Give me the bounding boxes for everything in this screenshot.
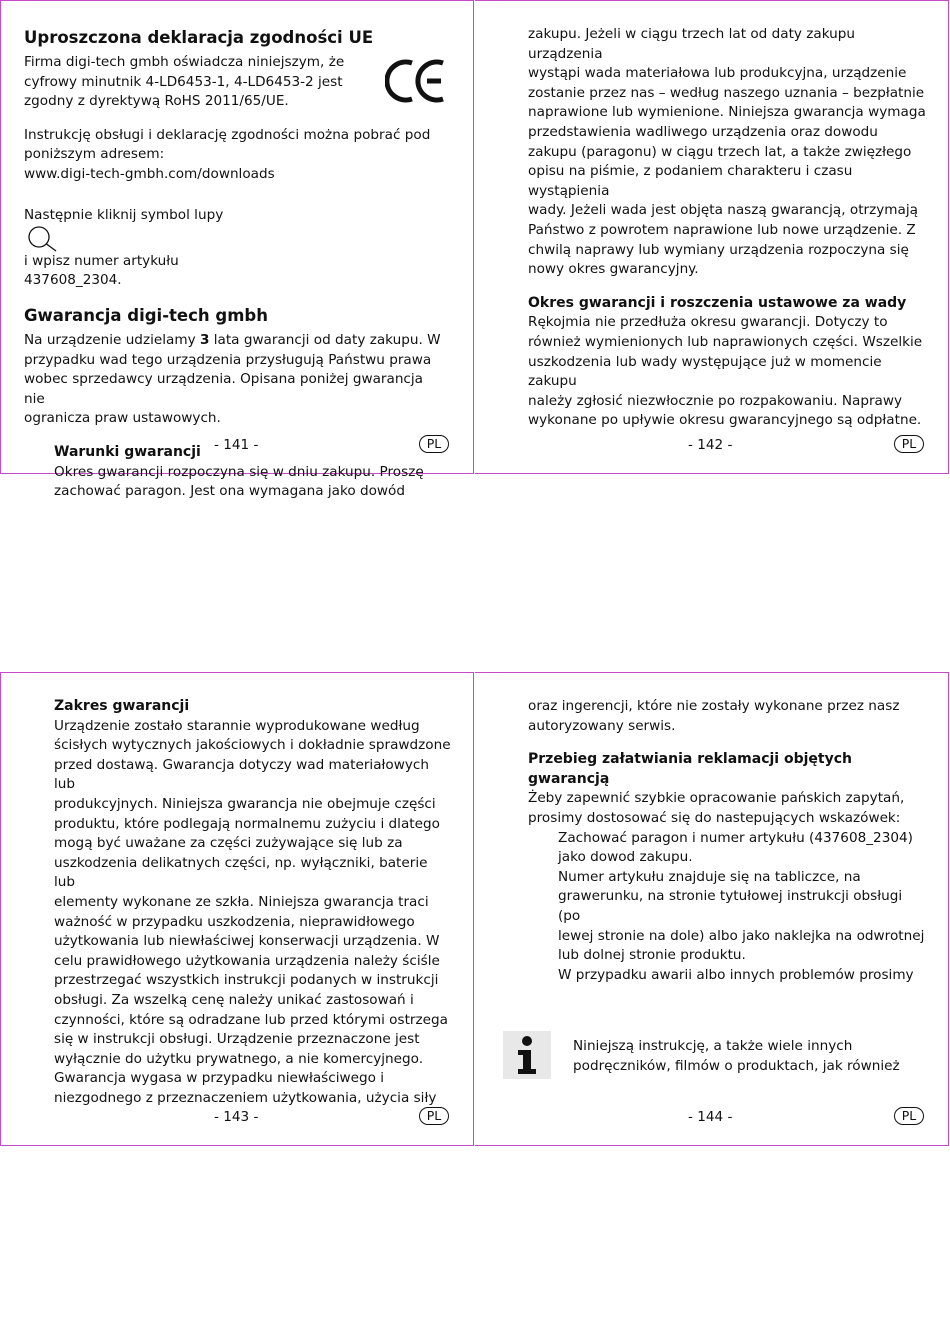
conditions-text: Okres gwarancji rozpoczyna się w dniu zakupu. Proszę zachować paragon. Jest ona wymagana jako dowód [54,463,424,500]
page-142-content [528,25,928,431]
warranty-continued-text: zakupu. Jeżeli w ciągu trzech lat od daty zakupu urządzenia wystąpi wada materiałowa lub produkcyjna, urządzenie zostanie przez nas – według naszego uznania – bezpłatnie naprawione lub wymienione. Niniejsza gwarancja wymaga przedstawienia wadliwego urządzenia oraz dowodu zakupu (paragonu) w ciągu trzech lat, a także zwięzłego opisu na piśmie, z podaniem charakteru i czasu wystąpienia wady. Jeżeli wada jest objęta naszą gwarancją, otrzymają Państwo z powrotem naprawione lub nowe urządzenie. Z chwilą naprawy lub wymiany urządzenia rozpoczyna się nowy okres gwarancyjny. [528,26,926,278]
list-item: W przypadku awarii albo innych problemów prosimy [558,966,914,983]
info-text: Niniejszą instrukcję, a także wiele innych podręczników, filmów o produktach, jak również [573,1038,900,1074]
claims-process-intro: Żeby zapewnić szybkie opracowanie pańskich zapytań, prosimy dostosować się do nastepujących wskazówek: [528,790,905,826]
scope-continued-text: oraz ingerencji, które nie zostały wykonane przez nasz autoryzowany serwis. [528,698,900,734]
page-number: - 141 - [214,437,259,453]
search-instruction-a: Następnie kliknij symbol lupy [24,207,224,224]
scope-text: Urządzenie zostało starannie wyprodukowane według ścisłych wytycznych jakościowych i dokładnie sprawdzone przed dostawą. Gwarancja dotyczy wad materiałowych lub produkcyjnych. Niniejsza gwarancja nie obejmuje części produktu, które podlegają normalnemu zużyciu i dlatego mogą być uważane za części zużywające się lub za uszkodzenia delikatnych części, np. wyłączniki, baterie lub elementy wykonane ze szkła. Niniejsza gwarancja traci ważność w przypadku uszkodzenia, nieprawidłowego użytkowania lub niewłaściwej konserwacji urządzenia. W celu prawidłowego użytkowania urządzenia należy ściśle przestrzegać wszystkich instrukcji podanych w instrukcji obsługi. Za wszelką cenę należy unikać zastosowań i czynności, które są odradzane lub przed którymi ostrzega się w instrukcji obsługi. Urządzenie przeznaczone jest wyłącznie do użytku prywatnego, a nie komercyjnego. Gwarancja wygasa w przypadku niewłaściwego i niezgodnego z przeznaczeniem użytkowania, użycia siły [54,717,451,1106]
page-143-content [54,697,451,1108]
page-143 [0,672,474,1146]
page-144-content [528,697,928,985]
language-badge: PL [894,1107,924,1125]
list-item: Zachować paragon i numer artykułu (437608_2304) jako dowod zakupu. [558,829,913,866]
page-number: - 143 - [214,1109,259,1125]
claims-process-title: Przebieg załatwiania reklamacji objętych gwarancją [528,751,852,787]
conditions-title: Warunki gwarancji [54,443,201,460]
page-footer [1,435,473,455]
warranty-text [24,331,447,429]
claims-process-list [558,829,928,986]
declaration-title: Uproszczona deklaracja zgodności UE [24,28,374,47]
warranty-years: 3 [199,331,210,348]
page-141-content [24,27,447,502]
info-icon [503,1031,551,1079]
list-item: Numer artykułu znajduje się na tabliczce, na grawerunku, na stronie tytułowej instrukcji obsługi (po lewej stronie na dole) albo jako naklejka na odwrotnej lub dolnej stronie produktu. [558,868,925,964]
search-instruction [24,187,447,272]
language-badge: PL [419,1107,449,1125]
scope-title: Zakres gwarancji [54,698,190,714]
page-144 [475,672,949,1146]
page-footer [1,1107,473,1127]
article-number: 437608_2304. [24,272,122,289]
page-footer [475,1107,948,1127]
language-badge: PL [419,435,449,453]
page-footer [475,435,948,455]
warranty-title: Gwarancja digi-tech gmbh [24,305,268,325]
language-badge: PL [894,435,924,453]
statutory-claims-title: Okres gwarancji i roszczenia ustawowe za wady [528,294,907,311]
page-142 [475,0,949,474]
download-text: Instrukcję obsługi i deklarację zgodności można pobrać pod poniższym adresem: www.digi-tech-gmbh.com/downloads [24,126,431,182]
page-141 [0,0,474,500]
magnifier-icon [24,226,60,252]
page-number: - 142 - [688,437,733,453]
warranty-text-post: lata gwarancji od daty zakupu. W przypadku wad tego urządzenia przysługują Państwu prawa wobec sprzedawcy urządzenia. Opisana poniżej gwarancja nie ogranicza praw ustawowych. [24,331,441,427]
page-number: - 144 - [688,1109,733,1125]
declaration-text: Firma digi-tech gmbh oświadcza niniejszym, że cyfrowy minutnik 4-LD6453-1, 4-LD6453-2 jest zgodny z dyrektywą RoHS 2011/65/UE. [24,54,345,110]
warranty-text-pre: Na urządzenie udzielamy [24,331,200,348]
statutory-claims-text: Rękojmia nie przedłuża okresu gwarancji. Dotyczy to również wymienionych lub naprawionych części. Wszelkie uszkodzenia lub wady występujące już w momencie zakupu należy zgłosić niezwłocznie po rozpakowaniu. Naprawy wykonane po upływie okresu gwarancyjnego są odpłatne. [528,314,923,429]
search-instruction-b: i wpisz numer artykułu [24,252,179,269]
ce-mark-icon [385,57,447,105]
